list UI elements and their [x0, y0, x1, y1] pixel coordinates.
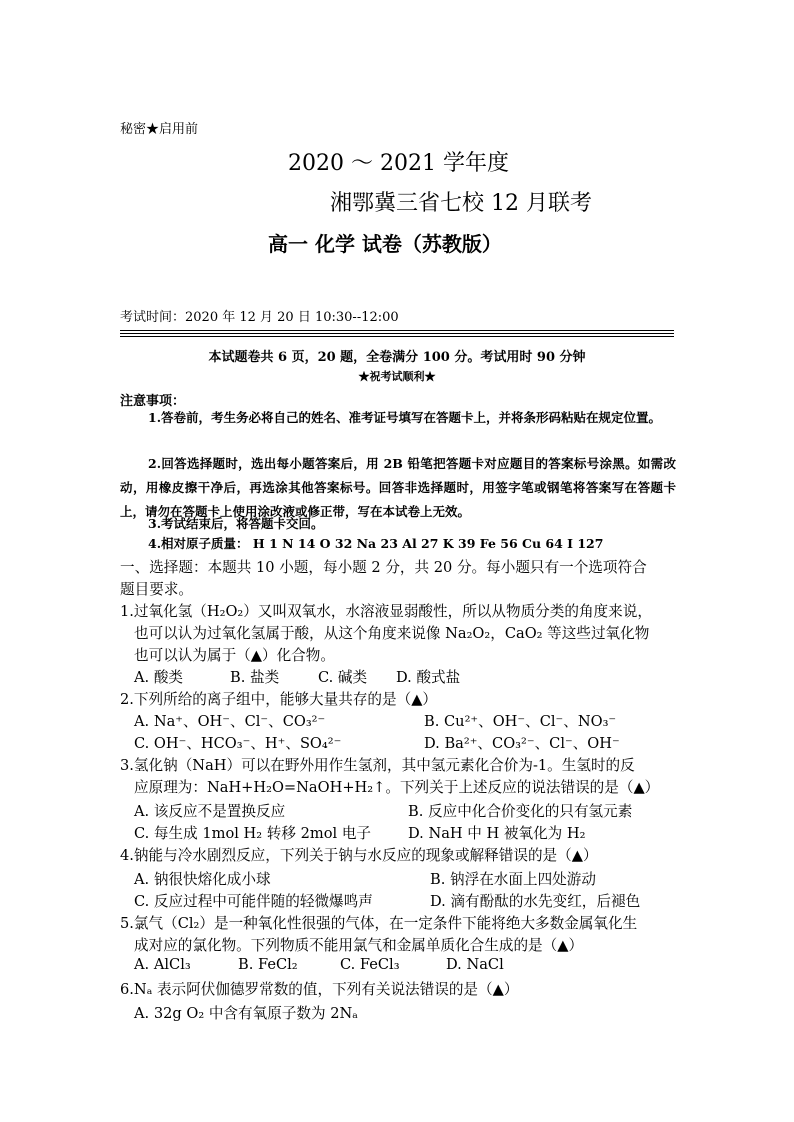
question-5-option-a: A. AlCl₃ [134, 956, 191, 973]
question-4-option-d: D. 滴有酚酞的水先变红，后褪色 [430, 893, 641, 910]
question-3-line-2: 应原理为：NaH+H₂O=NaOH+H₂↑。下列关于上述反应的说法错误的是（▲） [134, 779, 660, 796]
question-5-option-c: C. FeCl₃ [340, 956, 400, 973]
divider-line [120, 330, 674, 331]
divider-line [120, 336, 674, 337]
notice-item-1: 1.答卷前，考生务必将自己的姓名、准考证号填写在答题卡上，并将条形码粘贴在规定位置。 [148, 410, 662, 425]
question-1-option-a: A. 酸类 [134, 669, 184, 686]
question-2-option-c: C. OH⁻、HCO₃⁻、H⁺、SO₄²⁻ [134, 735, 342, 752]
question-3-option-d: D. NaH 中 H 被氧化为 H₂ [408, 825, 586, 842]
notice-heading: 注意事项： [120, 394, 186, 409]
notice-item-2: 2.回答选择题时，选出每小题答案后，用 2B 铅笔把答题卡对应题目的答案标号涂黑。如需改动，用橡皮擦干净后，再选涂其他答案标号。回答非选择题时，用签字笔或钢笔将答案写在答题卡上，请勿在答题卡上使用涂改液或修正带，写在本试卷上无效。 [120, 456, 676, 519]
question-1-option-b: B. 盐类 [230, 669, 280, 686]
question-1-line-1: 1.过氧化氢（H₂O₂）又叫双氧水，水溶液显弱酸性，所以从物质分类的角度来说， [120, 603, 652, 620]
question-6-stem: 6.Nₐ 表示阿伏伽德罗常数的值，下列有关说法错误的是（▲） [120, 981, 519, 998]
good-luck-note: ★祝考试顺利★ [358, 370, 436, 383]
question-5-option-d: D. NaCl [446, 956, 504, 973]
exam-summary: 本试题卷共 6 页，20 题，全卷满分 100 分。考试用时 90 分钟 [208, 350, 586, 365]
exam-time: 考试时间：2020 年 12 月 20 日 10:30--12:00 [120, 310, 399, 325]
school-year-title: 2020 ～ 2021 学年度 [288, 151, 509, 176]
question-2-option-b: B. Cu²⁺、OH⁻、Cl⁻、NO₃⁻ [424, 713, 617, 730]
question-1-line-3: 也可以认为属于（▲）化合物。 [134, 647, 335, 664]
question-3-option-a: A. 该反应不是置换反应 [134, 803, 286, 820]
notice-item-3: 3.考试结束后，将答题卡交回。 [148, 516, 324, 531]
question-1-line-2: 也可以认为过氧化氢属于酸，从这个角度来说像 Na₂O₂，CaO₂ 等这些过氧化物 [134, 625, 650, 642]
exam-name-title: 湘鄂冀三省七校 12 月联考 [330, 191, 592, 216]
question-2-option-d: D. Ba²⁺、CO₃²⁻、Cl⁻、OH⁻ [424, 735, 620, 752]
question-1-option-c: C. 碱类 [318, 669, 368, 686]
question-5-line-1: 5.氯气（Cl₂）是一种氧化性很强的气体，在一定条件下能将绝大多数金属氧化生 [120, 915, 638, 932]
question-1-option-d: D. 酸式盐 [396, 669, 461, 686]
question-4-stem: 4.钠能与冷水剧烈反应，下列关于钠与水反应的现象或解释错误的是（▲） [120, 847, 598, 864]
question-3-line-1: 3.氢化钠（NaH）可以在野外用作生氢剂，其中氢元素化合价为-1。生氢时的反 [120, 757, 635, 774]
confidential-mark: 秘密★启用前 [120, 122, 199, 137]
question-4-option-b: B. 钠浮在水面上四处游动 [430, 871, 596, 888]
question-3-option-b: B. 反应中化合价变化的只有氢元素 [408, 803, 633, 820]
section-heading-cont: 题目要求。 [120, 581, 193, 598]
section-heading: 一、选择题：本题共 10 小题，每小题 2 分，共 20 分。每小题只有一个选项符合 [120, 559, 647, 576]
question-3-option-c: C. 每生成 1mol H₂ 转移 2mol 电子 [134, 825, 372, 842]
divider-line [120, 333, 674, 334]
question-4-option-c: C. 反应过程中可能伴随的轻微爆鸣声 [134, 893, 373, 910]
question-2-stem: 2.下列所给的离子组中，能够大量共存的是（▲） [120, 691, 438, 708]
notice-item-4: 4.相对原子质量： H 1 N 14 O 32 Na 23 Al 27 K 39 Fe 56 Cu 64 I 127 [148, 536, 604, 551]
question-5-line-2: 成对应的氯化物。下列物质不能用氯气和金属单质化合生成的是（▲） [134, 937, 584, 954]
question-6-option-a: A. 32g O₂ 中含有氧原子数为 2Nₐ [134, 1005, 358, 1022]
question-4-option-a: A. 钠很快熔化成小球 [134, 871, 271, 888]
subject-title: 高一 化学 试卷（苏教版） [268, 232, 502, 256]
question-2-option-a: A. Na⁺、OH⁻、Cl⁻、CO₃²⁻ [134, 713, 326, 730]
question-5-option-b: B. FeCl₂ [238, 956, 298, 973]
